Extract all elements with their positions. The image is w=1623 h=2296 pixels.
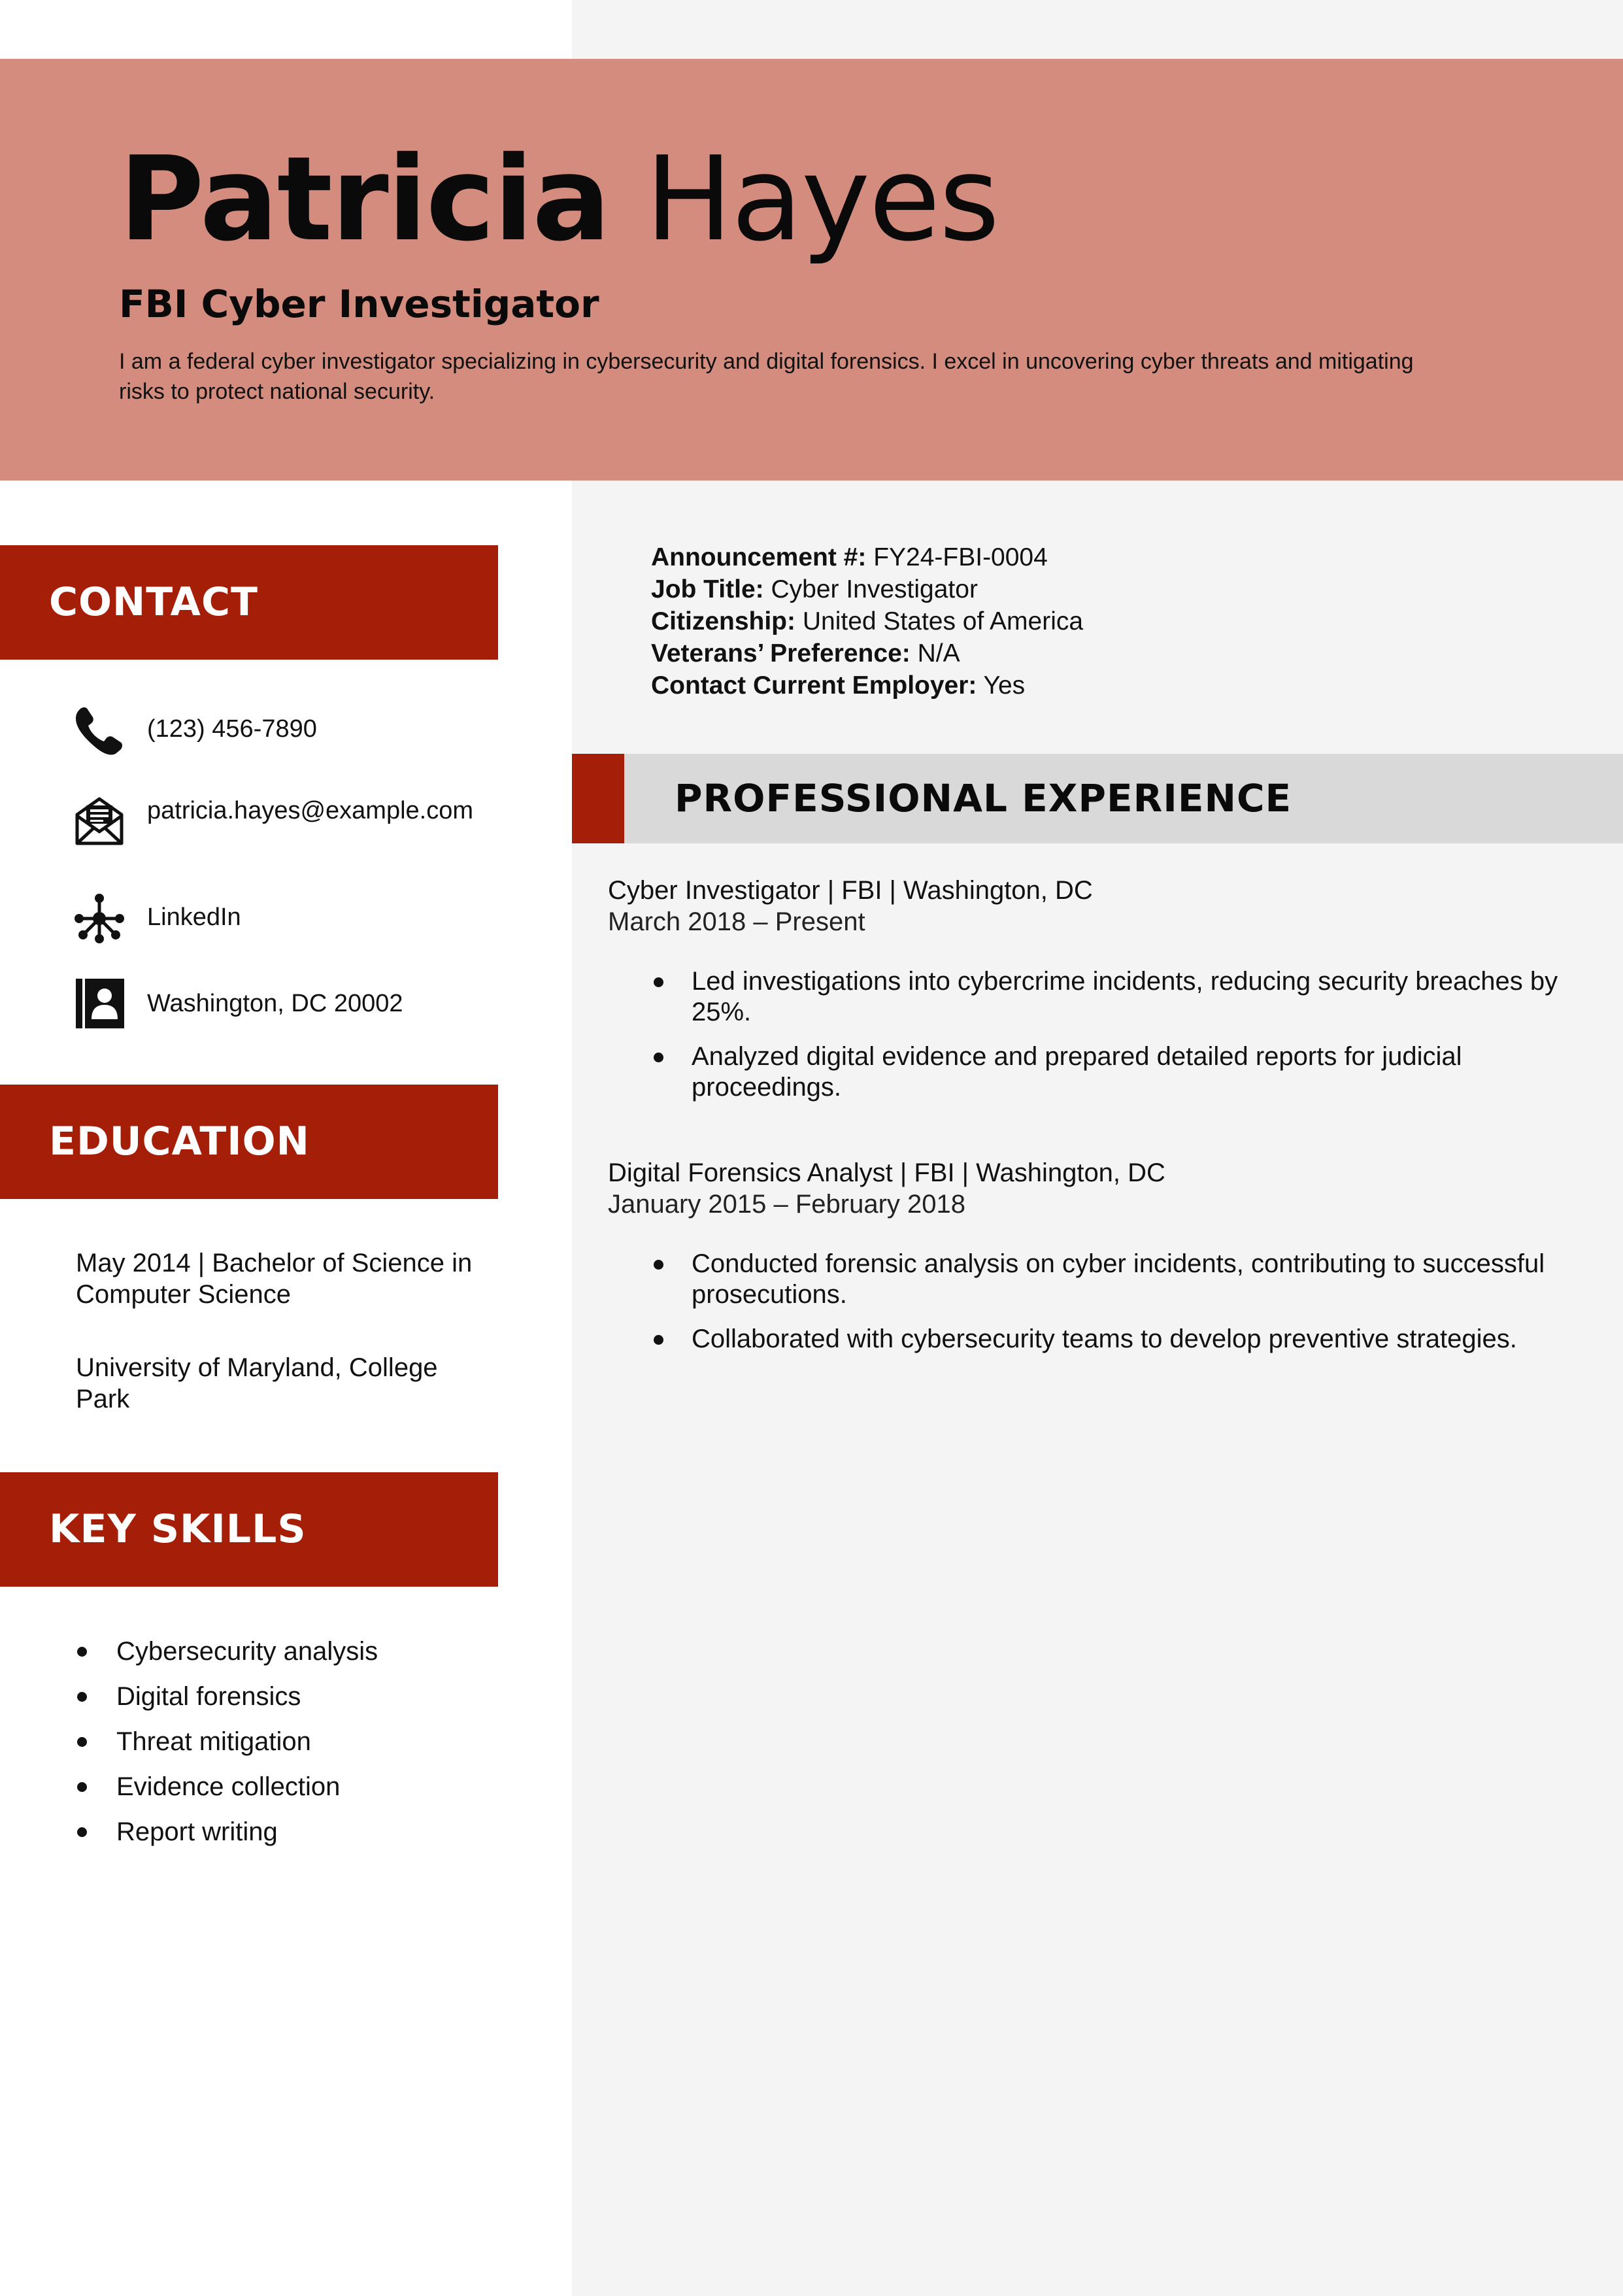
linkedin-icon [73, 892, 125, 945]
citizenship-label: Citizenship: [651, 607, 795, 635]
skill-item: Threat mitigation [75, 1721, 378, 1766]
job-title-line [651, 573, 1083, 605]
first-name: Patricia [119, 131, 610, 267]
education-degree: May 2014 | Bachelor of Science in Computer Science [76, 1249, 473, 1309]
announcement-line [651, 541, 1083, 573]
education-section-header [0, 1085, 498, 1199]
experience-accent-block [572, 754, 624, 843]
job-bullet: Led investigations into cybercrime incidents, reducing security breaches by 25%. [608, 966, 1588, 1028]
contact-heading: CONTACT [49, 579, 258, 625]
skills-section-header [0, 1472, 498, 1587]
citizenship-value: United States of America [795, 607, 1084, 635]
experience-heading: PROFESSIONAL EXPERIENCE [675, 776, 1292, 820]
veterans-line [651, 637, 1083, 669]
headline-title: FBI Cyber Investigator [119, 282, 599, 326]
education-school: University of Maryland, College Park [76, 1353, 438, 1413]
skill-item: Evidence collection [75, 1766, 378, 1812]
contact-section-header [0, 545, 498, 660]
veterans-label: Veterans’ Preference: [651, 639, 911, 667]
education-heading: EDUCATION [49, 1119, 310, 1164]
address-text: Washington, DC 20002 [147, 990, 403, 1017]
job-bullets [608, 1249, 1588, 1355]
job-dates: January 2015 – February 2018 [608, 1190, 966, 1219]
email-text[interactable]: patricia.hayes@example.com [147, 797, 474, 824]
skill-item: Digital forensics [75, 1676, 378, 1721]
skill-item: Report writing [75, 1812, 378, 1857]
address-icon [73, 977, 125, 1030]
job-role: Digital Forensics Analyst | FBI | Washington, DC [608, 1158, 1165, 1187]
job-bullets [608, 966, 1588, 1103]
job-title-value: Cyber Investigator [763, 575, 978, 603]
announcement-label: Announcement #: [651, 543, 867, 571]
job-announcement-info [651, 541, 1083, 701]
job-dates: March 2018 – Present [608, 907, 865, 936]
candidate-name [119, 127, 998, 271]
contact-employer-value: Yes [977, 671, 1026, 700]
phone-icon [73, 704, 125, 756]
job-entry [608, 1157, 1588, 1368]
veterans-value: N/A [910, 639, 960, 667]
job-bullet: Analyzed digital evidence and prepared detailed reports for judicial proceedings. [608, 1041, 1588, 1103]
job-title-label: Job Title: [651, 575, 764, 603]
email-icon [73, 794, 125, 846]
linkedin-text[interactable]: LinkedIn [147, 903, 241, 931]
skills-heading: KEY SKILLS [49, 1506, 307, 1552]
job-bullet: Conducted forensic analysis on cyber incidents, contributing to successful prosecutions. [608, 1249, 1588, 1310]
profile-summary: I am a federal cyber investigator specializing in cybersecurity and digital forensics. I excel in uncovering cyber threats and mitigating risks to protect national security. [119, 349, 1414, 404]
phone-text: (123) 456-7890 [147, 715, 317, 743]
skill-item: Cybersecurity analysis [75, 1631, 378, 1676]
job-entry [608, 875, 1588, 1117]
job-role: Cyber Investigator | FBI | Washington, DC [608, 876, 1093, 905]
experience-section-header [572, 754, 1623, 843]
announcement-value: FY24-FBI-0004 [866, 543, 1048, 571]
contact-employer-label: Contact Current Employer: [651, 671, 977, 700]
citizenship-line [651, 605, 1083, 637]
last-name: Hayes [644, 131, 999, 267]
skills-list [75, 1631, 378, 1857]
contact-employer-line [651, 669, 1083, 701]
job-bullet: Collaborated with cybersecurity teams to develop preventive strategies. [608, 1324, 1588, 1355]
